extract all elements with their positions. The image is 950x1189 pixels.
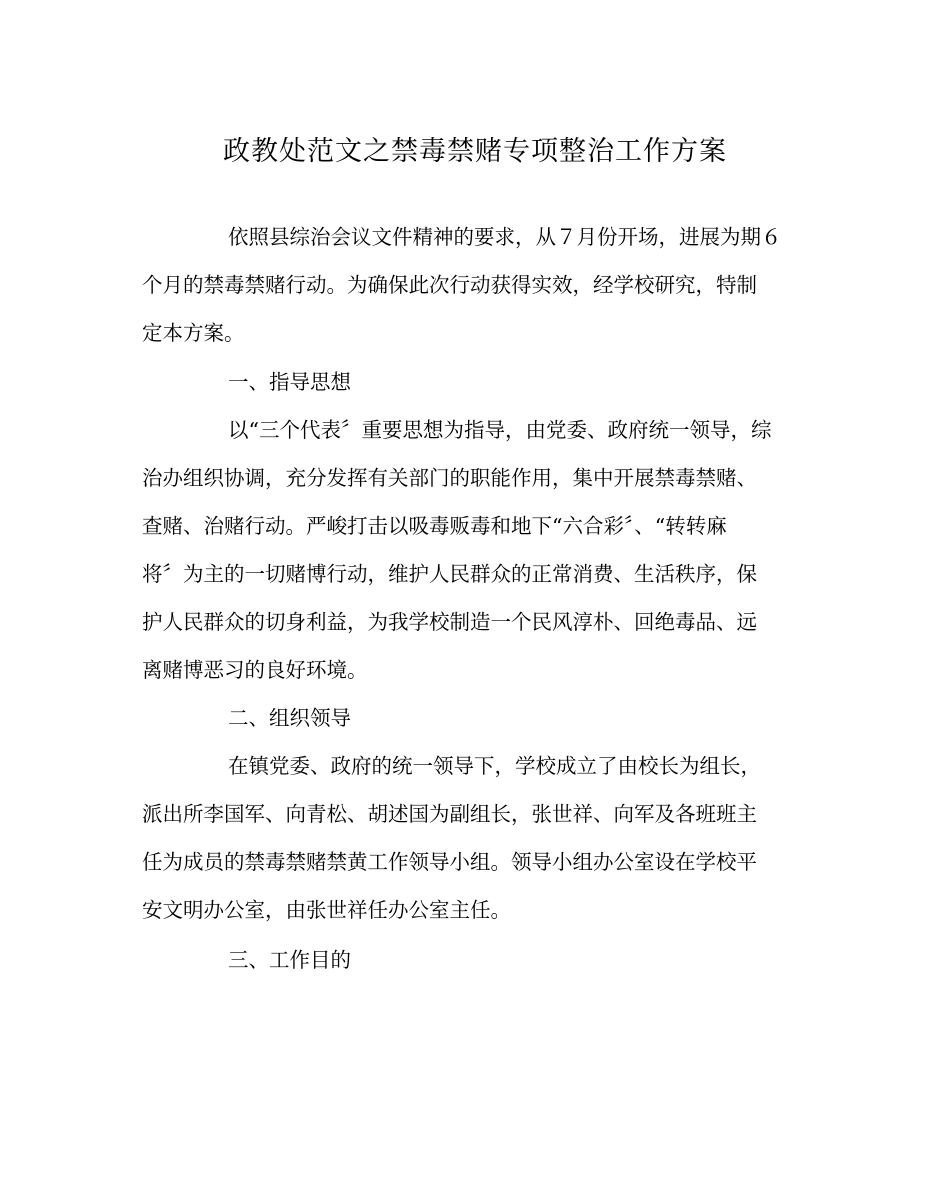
paragraph-line: 派出所李国军、向青松、胡述国为副组长，张世祥、向军及各班班主 [142,802,757,826]
paragraph-line: 查赌、治赌行动。严峻打击以吸毒贩毒和地下“六合彩〞、“转转麻 [142,514,727,538]
section-heading: 二、组织领导 [228,706,351,730]
paragraph-line: 在镇党委、政府的统一领导下，学校成立了由校长为组长， [228,754,761,778]
paragraph-line: 将〞为主的一切赌博行动，维护人民群众的正常消费、生活秩序，保 [142,562,757,586]
paragraph-line: 治办组织协调，充分发挥有关部门的职能作用，集中开展禁毒禁赌、 [142,466,757,490]
paragraph-line: 依照县综治会议文件精神的要求，从７月份开场，进展为期６ [228,225,782,249]
paragraph-line: 离赌博恶习的良好环境。 [142,658,368,682]
section-heading: 一、指导思想 [228,370,351,394]
paragraph-line: 护人民群众的切身利益，为我学校制造一个民风淳朴、回绝毒品、远 [142,610,757,634]
section-heading: 三、工作目的 [228,948,351,972]
paragraph-line: 以“三个代表〞重要思想为指导，由党委、政府统一领导，综 [228,418,772,442]
paragraph-line: 定本方案。 [142,321,245,345]
paragraph-line: 个月的禁毒禁赌行动。为确保此次行动获得实效，经学校研究，特制 [142,273,757,297]
document-title: 政教处范文之禁毒禁赌专项整治工作方案 [223,136,727,167]
paragraph-line: 安文明办公室，由张世祥任办公室主任。 [142,898,511,922]
paragraph-line: 任为成员的禁毒禁赌禁黄工作领导小组。领导小组办公室设在学校平 [142,850,757,874]
